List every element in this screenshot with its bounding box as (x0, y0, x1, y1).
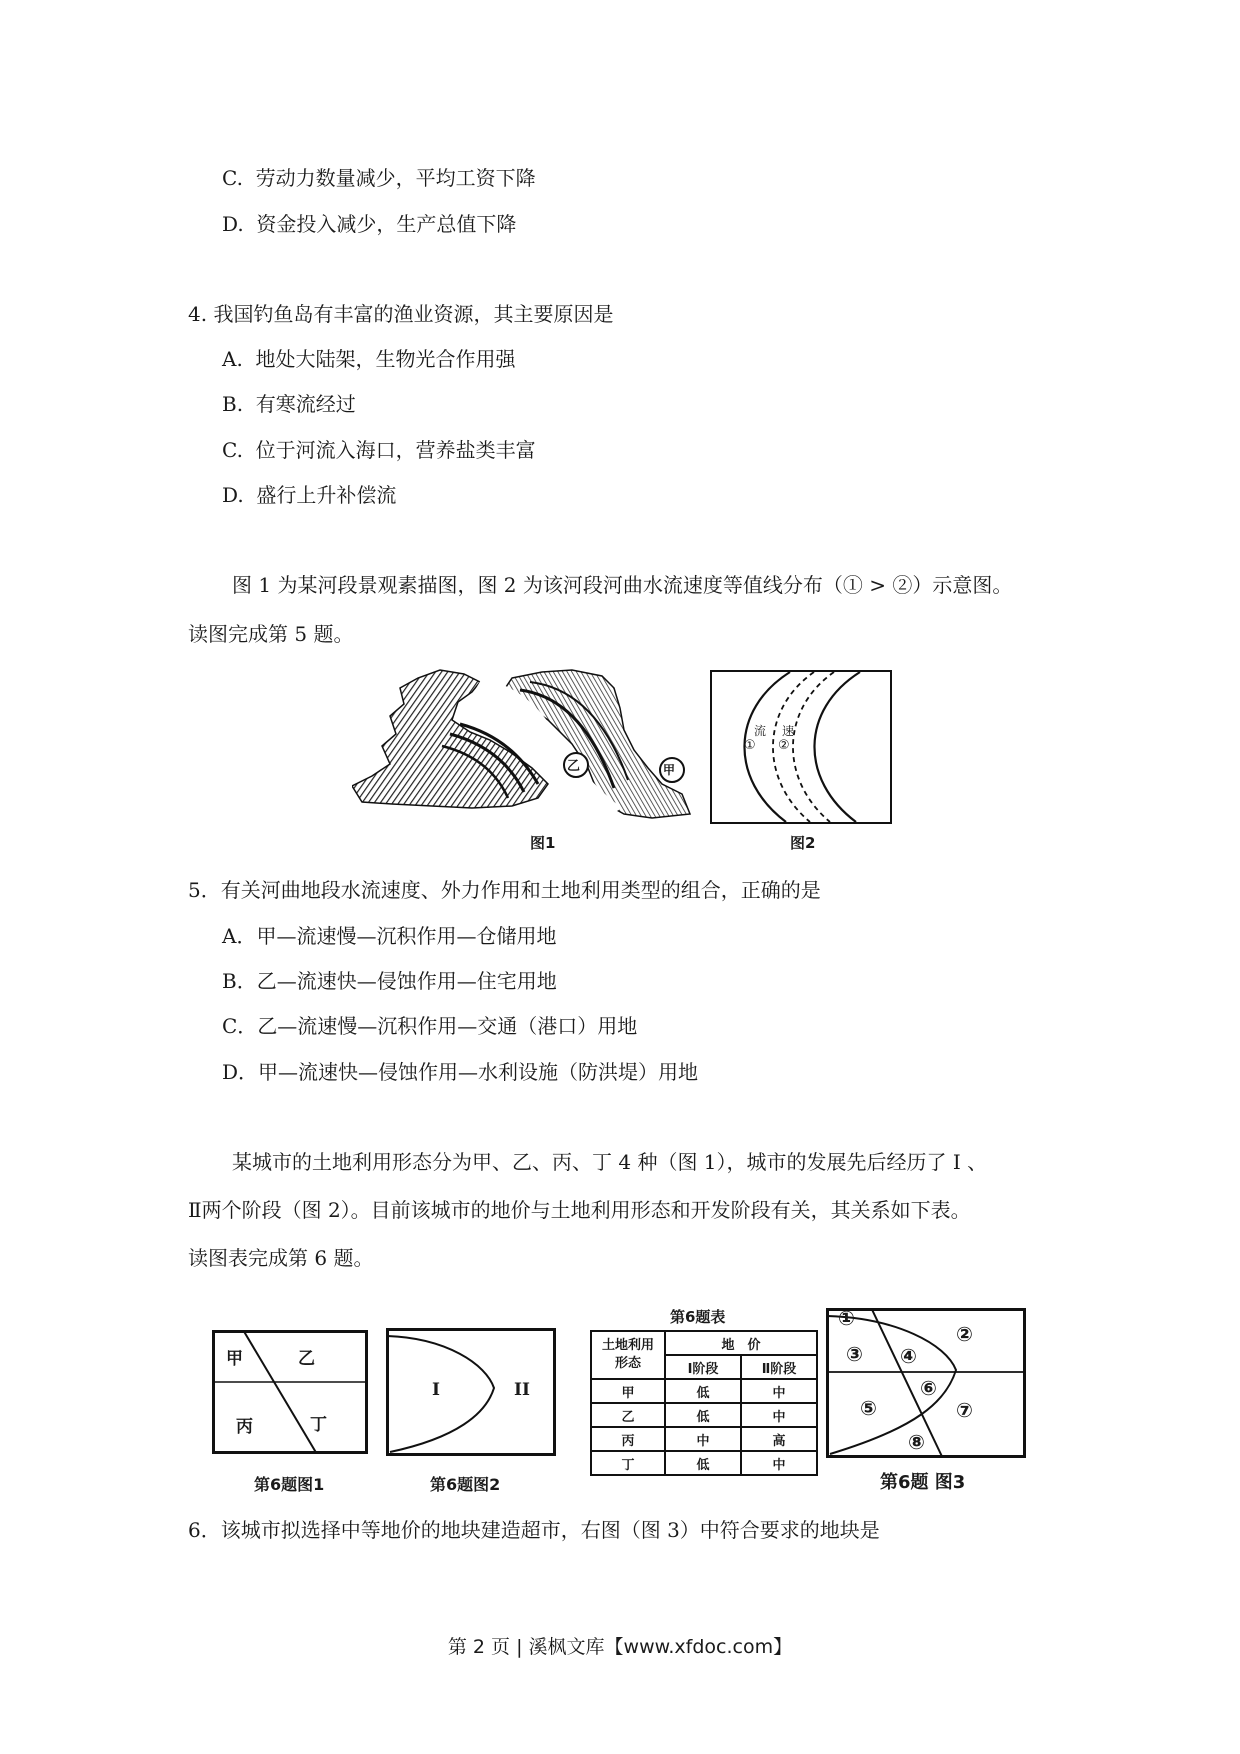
river-sketch-figure (352, 668, 697, 823)
plot-7: ⑦ (956, 1398, 973, 1422)
q5-option-b: B．乙—流速快—侵蚀作用—住宅用地 (222, 969, 557, 993)
q4-option-d: D. 盛行上升补偿流 (222, 483, 397, 507)
label-isoline-2: ② (778, 738, 790, 753)
river-sketch-drawing (352, 668, 697, 823)
q6-figure-1 (212, 1330, 368, 1454)
plot-5: ⑤ (860, 1396, 877, 1420)
q3-option-c: C. 劳动力数量减少，平均工资下降 (222, 166, 536, 190)
zone-bing: 丙 (236, 1417, 253, 1437)
intro5-line2: 读图完成第 5 题。 (188, 622, 354, 646)
plot-1: ① (838, 1306, 855, 1330)
velocity-isoline-figure (710, 670, 892, 824)
figure-frame (711, 671, 891, 823)
q4-option-c: C. 位于河流入海口，营养盐类丰富 (222, 438, 536, 462)
velocity-isoline-drawing (710, 670, 892, 824)
page-footer: 第 2 页 | 溪枫文库【www.xfdoc.com】 (447, 1636, 793, 1658)
header-stage-2: Ⅱ阶段 (741, 1355, 817, 1379)
table-row: 丙 中 高 (591, 1427, 817, 1451)
label-jia: 甲 (663, 763, 676, 777)
q5-stem: 5．有关河曲地段水流速度、外力作用和土地利用类型的组合，正确的是 (188, 878, 821, 902)
label-isoline-1: ① (744, 738, 756, 753)
q5-option-a: A．甲—流速慢—沉积作用—仓储用地 (222, 924, 557, 948)
q5-option-c: C．乙—流速慢—沉积作用—交通（港口）用地 (222, 1014, 638, 1038)
q6-fig3-caption: 第6题 图3 (880, 1472, 966, 1493)
q5-option-d: D．甲—流速快—侵蚀作用—水利设施（防洪堤）用地 (222, 1060, 699, 1084)
q3-option-d: D. 资金投入减少，生产总值下降 (222, 212, 517, 236)
plot-3: ③ (846, 1342, 863, 1366)
plot-8: ⑧ (908, 1430, 925, 1454)
label-su: 速 (782, 724, 795, 738)
q6-table-title: 第6题表 (670, 1308, 726, 1326)
q6-table-wrapper (590, 1330, 818, 1476)
zone-yi: 乙 (298, 1349, 315, 1369)
q6-figure-3 (826, 1308, 1026, 1458)
intro6-line2: Ⅱ两个阶段（图 2）。目前该城市的地价与土地利用形态和开发阶段有关，其关系如下表。 (188, 1198, 971, 1222)
table-row: 甲 低 中 (591, 1379, 817, 1403)
header-land-use: 土地利用形态 (591, 1331, 665, 1379)
plot-6: ⑥ (920, 1376, 937, 1400)
intro6-line1: 某城市的土地利用形态分为甲、乙、丙、丁 4 种（图 1），城市的发展先后经历了 Ⅰ 、 (232, 1150, 988, 1174)
header-stage-1: Ⅰ阶段 (665, 1355, 741, 1379)
q6-figure-2 (386, 1328, 556, 1456)
stage-2-label: II (514, 1380, 530, 1400)
zone-jia: 甲 (226, 1349, 243, 1369)
q6-figure-2-drawing (386, 1328, 556, 1456)
stage-1-label: I (432, 1380, 440, 1400)
header-land-price: 地 价 (665, 1331, 817, 1355)
intro5-line1: 图 1 为某河段景观素描图，图 2 为该河段河曲水流速度等值线分布（① > ②）示意图。 (232, 573, 1013, 597)
table-row: 丁 低 中 (591, 1451, 817, 1475)
q4-stem: 4. 我国钓鱼岛有丰富的渔业资源，其主要原因是 (188, 302, 614, 326)
zone-ding: 丁 (310, 1415, 327, 1435)
label-liu: 流 (754, 724, 767, 738)
q6-fig2-caption: 第6题图2 (430, 1475, 501, 1494)
q4-option-b: B. 有寒流经过 (222, 392, 356, 416)
land-price-table (590, 1330, 818, 1476)
intro6-line3: 读图表完成第 6 题。 (188, 1246, 374, 1270)
table-row: 乙 低 中 (591, 1403, 817, 1427)
q4-option-a: A. 地处大陆架，生物光合作用强 (222, 347, 516, 371)
q6-fig1-caption: 第6题图1 (254, 1475, 325, 1494)
plot-2: ② (956, 1322, 973, 1346)
label-yi: 乙 (567, 759, 581, 774)
q6-stem: 6．该城市拟选择中等地价的地块建造超市，右图（图 3）中符合要求的地块是 (188, 1518, 880, 1542)
fig5-1-caption: 图1 (530, 834, 556, 852)
plot-4: ④ (900, 1344, 917, 1368)
fig5-2-caption: 图2 (790, 834, 816, 852)
